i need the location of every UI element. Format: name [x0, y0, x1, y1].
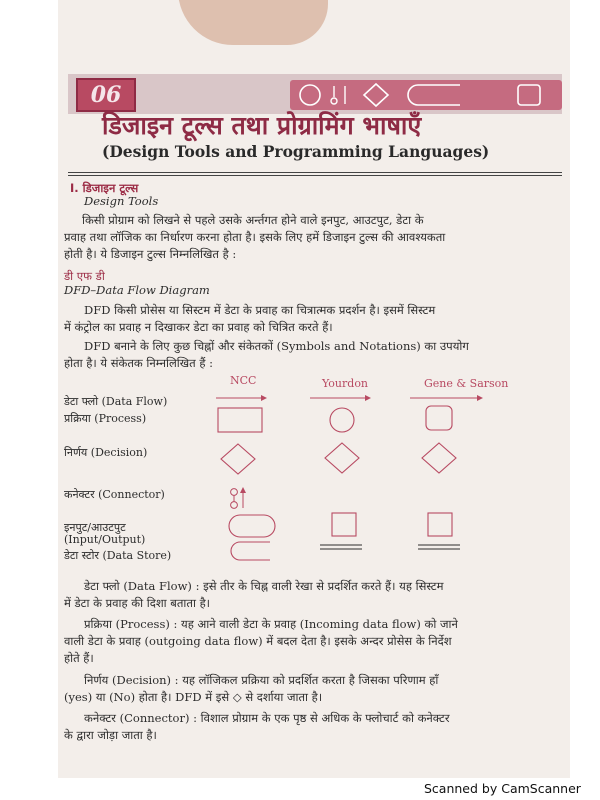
dfd-para1-line-2: में कंट्रोल का प्रवाह न दिखाकर डेटा का प्रवाह को चित्रित करते हैं। — [64, 320, 333, 334]
column-gene-sarson: Gene & Sarson — [424, 377, 509, 390]
yourdon-decision-icon — [325, 443, 359, 473]
connector-top-icon — [231, 489, 238, 496]
dfd-para1-line-1: DFD किसी प्रोसेस या सिस्टम में डेटा के प्रवाह का चित्रात्मक प्रदर्शन है। इसमें सिस्टम — [84, 303, 436, 317]
row-input-output-hindi: इनपुट/आउटपुट — [64, 521, 126, 534]
row-input-output: (Input/Output) — [64, 533, 146, 546]
row-data-store: डेटा स्टोर (Data Store) — [64, 549, 172, 562]
section-heading-english: Design Tools — [84, 194, 159, 208]
def-dataflow-line-2: में डेटा के प्रवाह की दिशा बताता है। — [64, 596, 211, 610]
yourdon-io-icon — [332, 513, 356, 536]
def-connector-line-2: के द्वारा जोड़ा जाता है। — [64, 728, 157, 742]
ncc-decision-icon — [221, 444, 255, 474]
dfd-para2-line-2: होता है। ये संकेतक निम्नलिखित हैं : — [64, 356, 213, 370]
def-process-line-1: प्रक्रिया (Process) : यह आने वाली डेटा के प्रवाह (Incoming data flow) को जाने — [84, 617, 458, 631]
gene-process-icon — [426, 406, 452, 430]
def-decision-line-2: (yes) या (No) होता है। DFD में इसे ◇ से दर्शाया जाता है। — [64, 690, 323, 704]
chapter-title-english: (Design Tools and Programming Languages) — [102, 142, 490, 161]
def-process-line-2: वाली डेटा के प्रवाह (outgoing data flow) में बदल देता है। इसके अन्दर प्रोसेस के निर्देश — [64, 634, 452, 648]
scanner-watermark: Scanned by CamScanner — [424, 781, 581, 796]
gene-decision-icon — [422, 443, 456, 473]
gene-io-icon — [428, 513, 452, 536]
section-heading-hindi: I. डिजाइन टूल्स — [70, 181, 139, 195]
row-decision: निर्णय (Decision) — [64, 446, 148, 459]
book-page — [58, 0, 570, 778]
def-decision-line-1: निर्णय (Decision) : यह लॉजिकल प्रक्रिया को प्रदर्शित करता है जिसका परिणाम हाँ — [84, 673, 439, 687]
row-data-flow: डेटा फ्लो (Data Flow) — [64, 395, 168, 408]
def-connector-line-1: कनेक्टर (Connector) : विशाल प्रोग्राम के एक पृष्ठ से अधिक के फ्लोचार्ट को कनेक्टर — [84, 711, 450, 725]
ncc-io-icon — [229, 515, 275, 537]
row-process: प्रक्रिया (Process) — [64, 412, 147, 425]
def-process-line-3: होते हैं। — [64, 651, 94, 665]
ncc-store-icon — [231, 542, 270, 560]
connector-bottom-icon — [231, 502, 238, 509]
chapter-number: 06 — [90, 82, 122, 108]
section-para-line-2: प्रवाह तथा लॉजिक का निर्धारण करना होता है। इसके लिए हमें डिजाइन टुल्स की आवश्यकता — [64, 230, 446, 244]
column-ncc: NCC — [230, 374, 257, 387]
dfd-para2-line-1: DFD बनाने के लिए कुछ चिह्नों और संकेतकों (Symbols and Notations) का उपयोग — [84, 339, 469, 353]
section-para-line-1: किसी प्रोग्राम को लिखने से पहले उसके अर्न्तगत होने वाले इनपुट, आउटपुट, डेटा के — [82, 213, 424, 227]
row-connector: कनेक्टर (Connector) — [64, 488, 165, 501]
section-para-line-3: होती है। ये डिजाइन टुल्स निम्नलिखित है : — [64, 247, 237, 261]
chapter-title-hindi: डिजाइन टूल्स तथा प्रोग्रामिंग भाषाएँ — [102, 111, 422, 140]
dfd-heading-english: DFD–Data Flow Diagram — [64, 283, 210, 297]
ncc-process-icon — [218, 408, 262, 432]
column-yourdon: Yourdon — [322, 377, 369, 390]
dfd-symbol-diagram — [58, 0, 570, 778]
def-dataflow-line-1: डेटा फ्लो (Data Flow) : इसे तीर के चिह्न वाली रेखा से प्रदर्शित करते हैं। यह सिस्टम — [84, 579, 444, 593]
dfd-heading-hindi: डी एफ डी — [64, 269, 105, 283]
yourdon-process-icon — [330, 408, 354, 432]
